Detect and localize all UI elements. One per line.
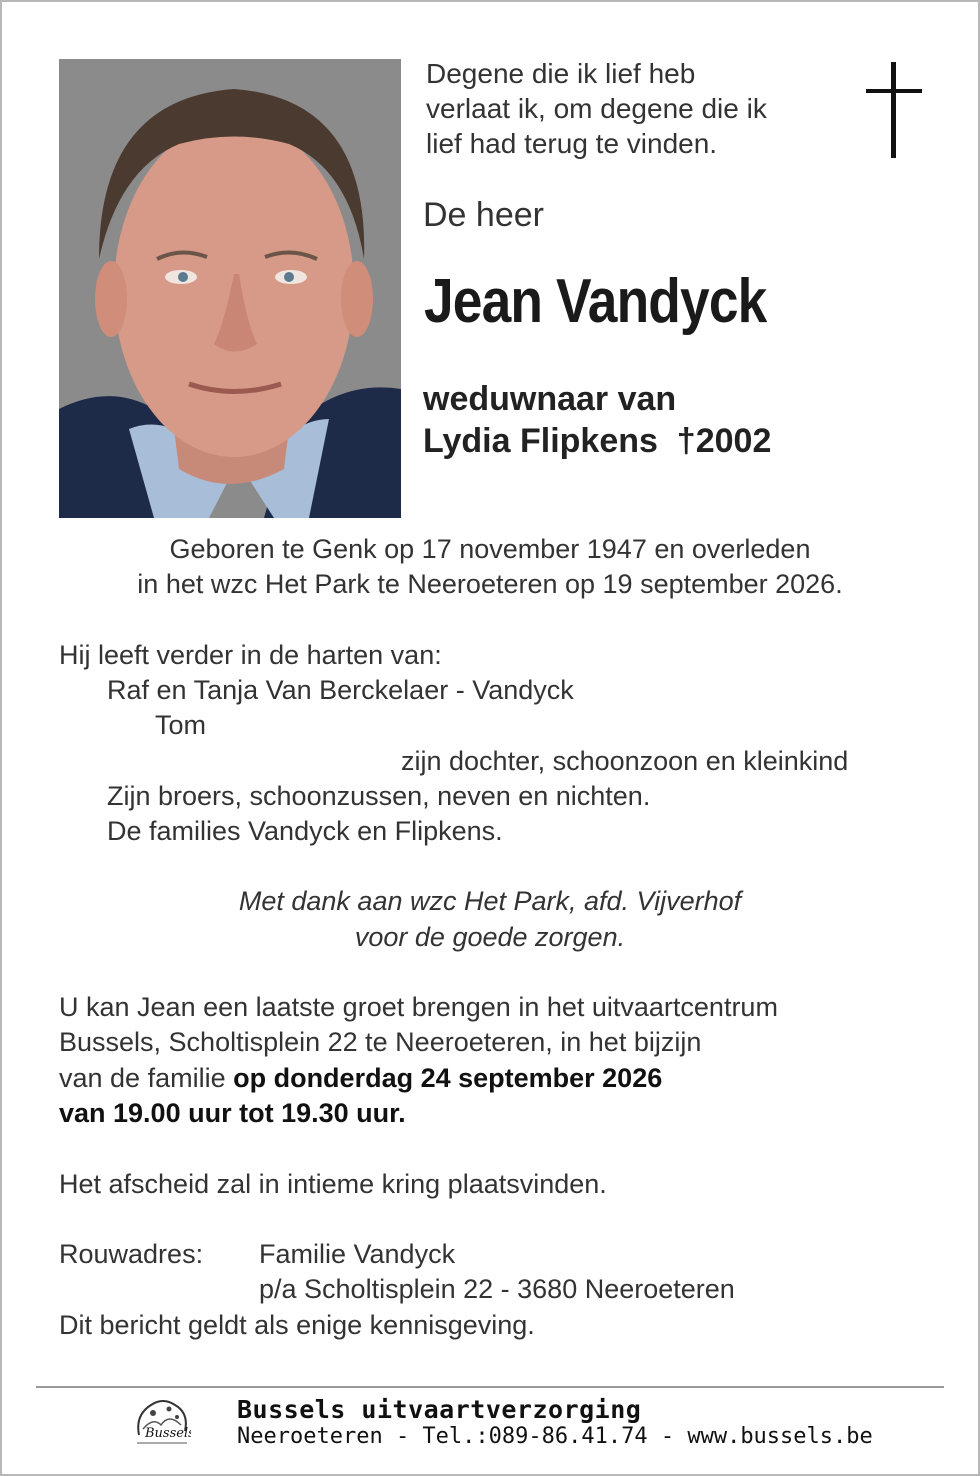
family-grandchild: Tom <box>155 710 207 740</box>
memorial-quote <box>426 56 846 161</box>
death-line: in het wzc Het Park te Neeroeteren op 19 september 2026. <box>137 569 843 599</box>
family-intro: Hij leeft verder in de harten van: <box>59 640 442 670</box>
thanks-line: Met dank aan wzc Het Park, afd. Vijverhof <box>238 886 742 916</box>
svg-text:Bussels: Bussels <box>145 1426 191 1441</box>
funeral-home-contact: Neeroeteren - Tel.:089-86.41.74 - www.bussels.be <box>237 1424 873 1449</box>
deceased-name: Jean Vandyck <box>424 267 767 336</box>
visit-line <box>59 1061 662 1096</box>
notice-text: Dit bericht geldt als enige kennisgeving. <box>59 1310 535 1340</box>
visit-line: U kan Jean een laatste groet brengen in het uitvaartcentrum <box>59 992 778 1022</box>
birth-death-info <box>0 532 980 602</box>
family-couple: Raf en Tanja Van Berckelaer - Vandyck <box>107 675 574 705</box>
address-label: Rouwadres: <box>59 1239 204 1269</box>
funeral-home-name: Bussels uitvaartverzorging <box>237 1395 642 1424</box>
address-line: p/a Scholtisplein 22 - 3680 Neeroeteren <box>259 1274 735 1304</box>
quote-line: lief had terug te vinden. <box>426 128 718 159</box>
footer-divider <box>36 1386 944 1388</box>
family-relation: zijn dochter, schoonzoon en kleinkind <box>401 746 849 776</box>
visit-hours: van 19.00 uur tot 19.30 uur. <box>59 1098 406 1128</box>
visit-prefix: van de familie <box>59 1063 234 1093</box>
address-line: Familie Vandyck <box>259 1239 456 1269</box>
portrait-photo <box>59 59 401 518</box>
family-names: De families Vandyck en Flipkens. <box>107 816 503 846</box>
widower-line: weduwnaar van <box>423 380 677 418</box>
cross-icon <box>866 62 922 158</box>
bussels-logo-icon <box>133 1395 191 1449</box>
visit-time <box>59 1096 406 1131</box>
family-siblings: Zijn broers, schoonzussen, neven en nichten. <box>107 781 651 811</box>
visit-line: Bussels, Scholtisplein 22 te Neeroeteren, in het bijzijn <box>59 1027 702 1057</box>
quote-line: Degene die ik lief heb <box>426 58 696 89</box>
visit-date: op donderdag 24 september 2026 <box>233 1063 663 1093</box>
spouse-line: Lydia Flipkens †2002 <box>423 422 772 460</box>
salutation: De heer <box>423 196 544 234</box>
thanks-line: voor de goede zorgen. <box>354 922 626 952</box>
widower-info <box>423 378 771 462</box>
quote-line: verlaat ik, om degene die ik <box>426 93 767 124</box>
birth-line: Geboren te Genk op 17 november 1947 en overleden <box>169 534 811 564</box>
farewell-text: Het afscheid zal in intieme kring plaatsvinden. <box>59 1169 607 1199</box>
